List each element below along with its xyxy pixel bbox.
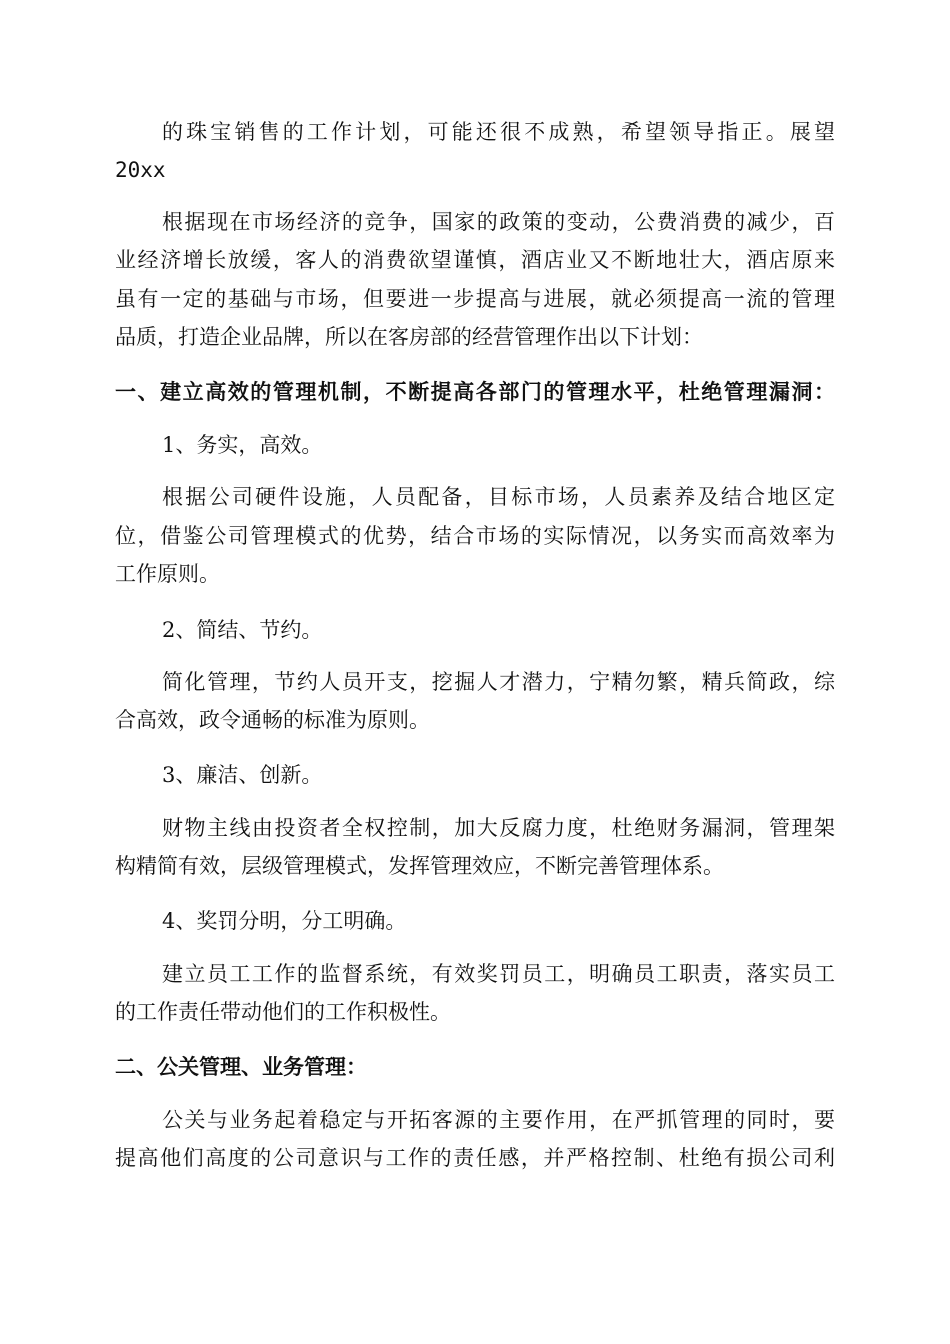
paragraph-line: 合高效，政令通畅的标准为原则。 <box>115 708 430 732</box>
paragraph-line: 提高他们高度的公司意识与工作的责任感，并严格控制、杜绝有损公司利 <box>115 1146 835 1170</box>
item-title: 2、简结、节约。 <box>162 618 323 642</box>
paragraph-line: 虽有一定的基础与市场，但要进一步提高与进展，就必须提高一流的管理 <box>115 287 835 311</box>
paragraph-line: 简化管理，节约人员开支，挖掘人才潜力，宁精勿繁，精兵简政，综 <box>162 670 835 694</box>
item-title: 4、奖罚分明，分工明确。 <box>162 909 407 933</box>
paragraph-line: 构精简有效，层级管理模式，发挥管理效应，不断完善管理体系。 <box>115 854 724 878</box>
section-heading: 二、公关管理、业务管理： <box>115 1055 367 1079</box>
item-title: 3、廉洁、创新。 <box>162 763 323 787</box>
paragraph-line: 的工作责任带动他们的工作积极性。 <box>115 1000 451 1024</box>
paragraph-line: 根据现在市场经济的竞争，国家的政策的变动，公费消费的减少，百 <box>162 210 835 234</box>
paragraph-line: 根据公司硬件设施，人员配备，目标市场，人员素养及结合地区定 <box>162 485 835 509</box>
paragraph-line: 品质，打造企业品牌，所以在客房部的经营管理作出以下计划： <box>115 325 703 349</box>
paragraph-line: 的珠宝销售的工作计划，可能还很不成熟，希望领导指正。展望 <box>162 120 835 144</box>
section-heading: 一、建立高效的管理机制，不断提高各部门的管理水平，杜绝管理漏洞： <box>115 380 835 404</box>
paragraph-line: 建立员工工作的监督系统，有效奖罚员工，明确员工职责，落实员工 <box>162 962 835 986</box>
paragraph-line: 工作原则。 <box>115 562 220 586</box>
paragraph-line: 财物主线由投资者全权控制，加大反腐力度，杜绝财务漏洞，管理架 <box>162 816 835 840</box>
paragraph-line: 20xx <box>115 158 166 182</box>
item-title: 1、务实，高效。 <box>162 433 323 457</box>
paragraph-line: 公关与业务起着稳定与开拓客源的主要作用，在严抓管理的同时，要 <box>162 1108 835 1132</box>
paragraph-line: 位，借鉴公司管理模式的优势，结合市场的实际情况，以务实而高效率为 <box>115 524 835 548</box>
paragraph-line: 业经济增长放缓，客人的消费欲望谨慎，酒店业又不断地壮大，酒店原来 <box>115 248 835 272</box>
